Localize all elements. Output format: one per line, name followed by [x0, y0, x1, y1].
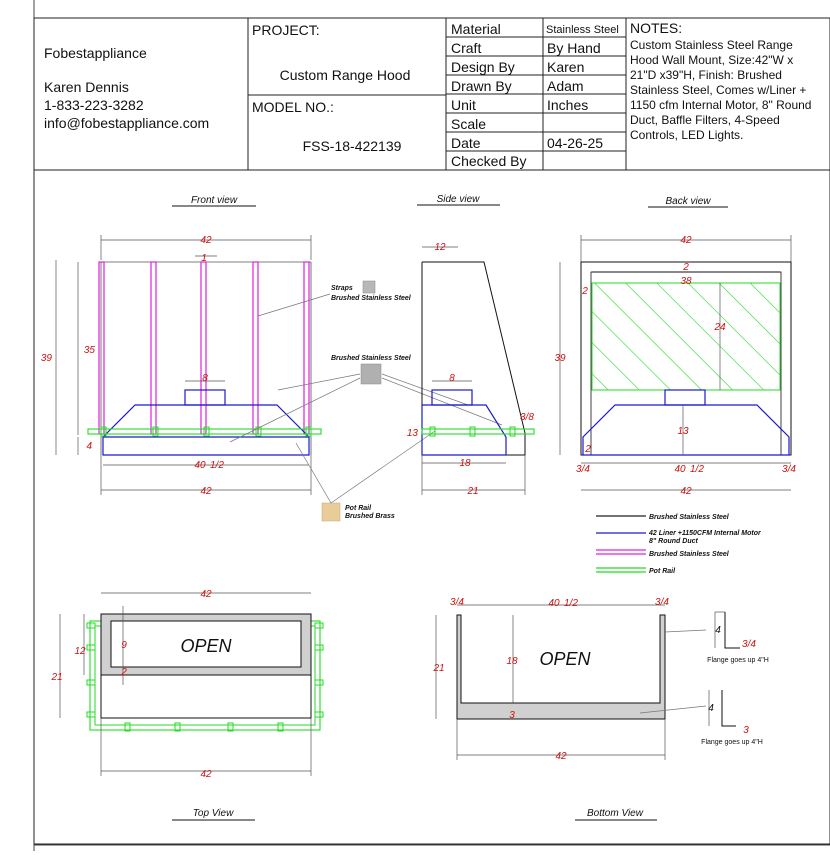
flange-upper-height: 4 — [715, 625, 721, 636]
callout-straps-finish: Brushed Stainless Steel — [331, 295, 411, 302]
flange-lower-width: 3 — [743, 725, 749, 736]
dim-bottom-liner: 40 — [548, 598, 560, 609]
dim-top-opening: 9 — [121, 640, 127, 651]
notes-line: Custom Stainless Steel Range — [630, 38, 793, 52]
callout-pot-rail: Pot Rail — [345, 505, 372, 512]
model-label: MODEL NO.: — [252, 99, 334, 115]
callout-straps: Straps — [331, 285, 353, 292]
flange-upper-width: 3/4 — [742, 639, 756, 650]
spec-label-date: Date — [451, 135, 481, 151]
dim-back-height: 39 — [554, 353, 566, 364]
top-view-title: Top View — [192, 808, 234, 819]
notes-line: Duct, Baffle Filters, 4-Speed — [630, 113, 780, 127]
dim-bottom-width: 42 — [555, 751, 567, 762]
spec-value-date: 04-26-25 — [547, 135, 604, 151]
dim-back-liner-height: 24 — [714, 322, 726, 333]
dim-front-width-top: 42 — [200, 235, 212, 246]
notes-line: Controls, LED Lights. — [630, 128, 744, 142]
dim-back-side-left: 3/4 — [576, 464, 590, 475]
spec-label-drawn-by: Drawn By — [451, 78, 512, 94]
steel-swatch — [363, 281, 375, 293]
dim-side-liner: 18 — [459, 458, 471, 469]
notes-line: Hood Wall Mount, Size:42"W x — [630, 53, 794, 67]
spec-label-design-by: Design By — [451, 59, 515, 75]
dim-bottom-right: 3/4 — [655, 597, 669, 608]
spec-value-unit: Inches — [547, 97, 589, 113]
spec-label-craft: Craft — [451, 40, 482, 56]
phone: 1-833-223-3282 — [44, 97, 144, 113]
dim-top-width-bottom: 42 — [200, 769, 212, 780]
dim-bottom-inner: 18 — [506, 656, 518, 667]
dim-top-depth: 21 — [51, 672, 63, 683]
side-view-title: Side view — [436, 194, 480, 205]
dim-front-bottom-height: 4 — [86, 441, 92, 452]
spec-label-material: Material — [451, 21, 501, 37]
flange-lower-note: Flange goes up 4"H — [701, 739, 763, 746]
steel-swatch-large — [361, 364, 381, 384]
dim-front-width-bottom: 42 — [200, 486, 212, 497]
brass-swatch — [322, 503, 340, 521]
notes-line: 21"D x39"H, Finish: Brushed — [630, 68, 782, 82]
dim-back-inner-width: 38 — [680, 276, 692, 287]
dim-back-left-gap: 2 — [582, 286, 588, 297]
legend-label: Brushed Stainless Steel — [649, 514, 729, 521]
dim-back-bottom-gap: 2 — [585, 444, 591, 455]
dim-front-duct: 8 — [202, 373, 208, 384]
dim-side-duct: 8 — [449, 373, 455, 384]
dim-bottom-depth: 21 — [433, 663, 445, 674]
notes-line: Stainless Steel, Comes w/Liner + — [630, 83, 807, 97]
contact-name: Karen Dennis — [44, 79, 129, 95]
callout-pot-rail-finish: Brushed Brass — [345, 513, 395, 520]
front-view-title: Front view — [190, 195, 238, 206]
email: info@fobestappliance.com — [44, 115, 210, 131]
spec-value-drawn-by: Adam — [547, 78, 584, 94]
spec-value-craft: By Hand — [547, 40, 601, 56]
dim-side-rail: 3/8 — [520, 412, 534, 423]
dim-top-rail-gap: 2 — [121, 667, 127, 678]
bottom-view-title: Bottom View — [587, 808, 643, 819]
top-open-label: OPEN — [180, 636, 232, 656]
dim-back-liner-frac: 1/2 — [690, 464, 704, 475]
flange-lower-height: 4 — [708, 703, 714, 714]
spec-value-design-by: Karen — [547, 59, 585, 75]
spec-label-checked-by: Checked By — [451, 153, 527, 169]
legend-label-2: 8" Round Duct — [649, 538, 698, 545]
project-label: PROJECT: — [252, 22, 320, 38]
dim-front-strap-width: 1 — [201, 253, 207, 264]
legend-label: Brushed Stainless Steel — [649, 551, 729, 558]
project-value: Custom Range Hood — [279, 67, 411, 83]
dim-side-top: 12 — [434, 242, 446, 253]
dim-front-liner-frac: 1/2 — [210, 460, 224, 471]
dim-top-width-top: 42 — [200, 589, 212, 600]
dim-back-liner: 40 — [674, 464, 686, 475]
dim-top-inner-depth: 12 — [74, 646, 86, 657]
model-value: FSS-18-422139 — [302, 138, 402, 154]
dim-back-side-right: 3/4 — [782, 464, 796, 475]
legend-label: 42 Liner +1150CFM Internal Motor — [649, 530, 761, 537]
legend-label: Pot Rail — [649, 568, 676, 575]
dim-bottom-liner-frac: 1/2 — [564, 598, 578, 609]
notes-heading: NOTES: — [630, 20, 683, 36]
bottom-open-label: OPEN — [539, 649, 591, 669]
dim-side-front-height: 13 — [406, 428, 418, 439]
dim-front-strap-height: 35 — [83, 345, 95, 356]
dim-front-height: 39 — [40, 353, 52, 364]
spec-value-material: Stainless Steel — [546, 24, 619, 36]
dim-back-lower-height: 13 — [677, 426, 689, 437]
callout-body-finish: Brushed Stainless Steel — [331, 355, 411, 362]
spec-label-unit: Unit — [451, 97, 476, 113]
dim-bottom-lip: 3 — [509, 710, 515, 721]
dim-back-width-top: 42 — [680, 235, 692, 246]
company-name: Fobestappliance — [44, 45, 147, 61]
flange-upper-note: Flange goes up 4"H — [707, 657, 769, 664]
back-view-title: Back view — [665, 196, 711, 207]
spec-label-scale: Scale — [451, 116, 487, 132]
dim-back-width-bottom: 42 — [680, 486, 692, 497]
dim-front-liner: 40 — [194, 460, 206, 471]
dim-side-depth: 21 — [467, 486, 479, 497]
dim-bottom-left: 3/4 — [450, 597, 464, 608]
notes-line: 1150 cfm Internal Motor, 8" Round — [630, 98, 812, 112]
dim-back-top-gap: 2 — [683, 262, 689, 273]
